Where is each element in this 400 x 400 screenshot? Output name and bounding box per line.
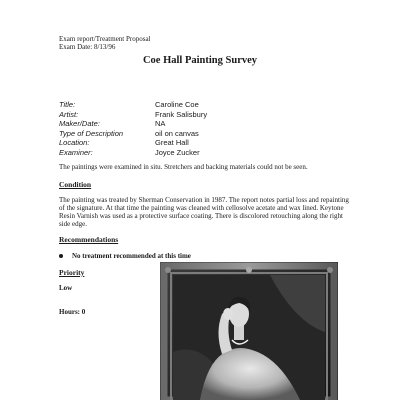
field-label: Maker/Date: [59, 119, 100, 128]
field-value: Frank Salisbury [155, 109, 208, 119]
field-value: Great Hall [155, 138, 189, 147]
recommendation-text: No treatment recommended at this time [72, 252, 191, 260]
field-label: Artist: [59, 109, 79, 119]
field-label: Title: [59, 100, 76, 109]
page-title: Coe Hall Painting Survey [142, 55, 258, 66]
field-title [59, 100, 359, 110]
field-artist [59, 110, 359, 120]
field-label: Type of Description [59, 128, 124, 138]
field-value: Joyce Zucker [155, 147, 200, 157]
painting-details [59, 100, 359, 157]
field-type [59, 129, 359, 139]
field-label: Location: [59, 138, 90, 147]
field-examiner [59, 148, 359, 158]
field-value: oil on canvas [155, 128, 199, 138]
condition-text: The painting was treated by Sherman Conservation in 1987. The report notes partial loss and repainting of the signature. At that time the painting was cleaned with cellosolve acetate and wax lined. Keytone Resin Varnish was used as a protective surface coating. There is discolored retouching along the right side edge. [59, 196, 349, 228]
exam-date: Exam Date: 8/13/96 [59, 43, 116, 51]
intro-text: The paintings were examined in situ. Stretchers and backing materials could not be seen. [59, 163, 308, 171]
condition-heading: Condition [59, 180, 92, 189]
field-maker-date [59, 119, 359, 129]
hours-value: Hours: 0 [59, 308, 86, 316]
bullet-icon [59, 254, 63, 258]
recommendation-item [59, 252, 191, 260]
report-type: Exam report/Treatment Proposal [59, 35, 151, 43]
painting-photo [160, 262, 338, 400]
field-value: Caroline Coe [155, 100, 199, 109]
recommendations-heading: Recommendations [59, 235, 119, 244]
field-location [59, 138, 359, 148]
field-label: Examiner: [59, 147, 93, 157]
field-value: NA [155, 119, 166, 128]
priority-value: Low [59, 284, 73, 292]
priority-heading: Priority [59, 268, 85, 277]
portrait-photo-image [160, 262, 338, 400]
